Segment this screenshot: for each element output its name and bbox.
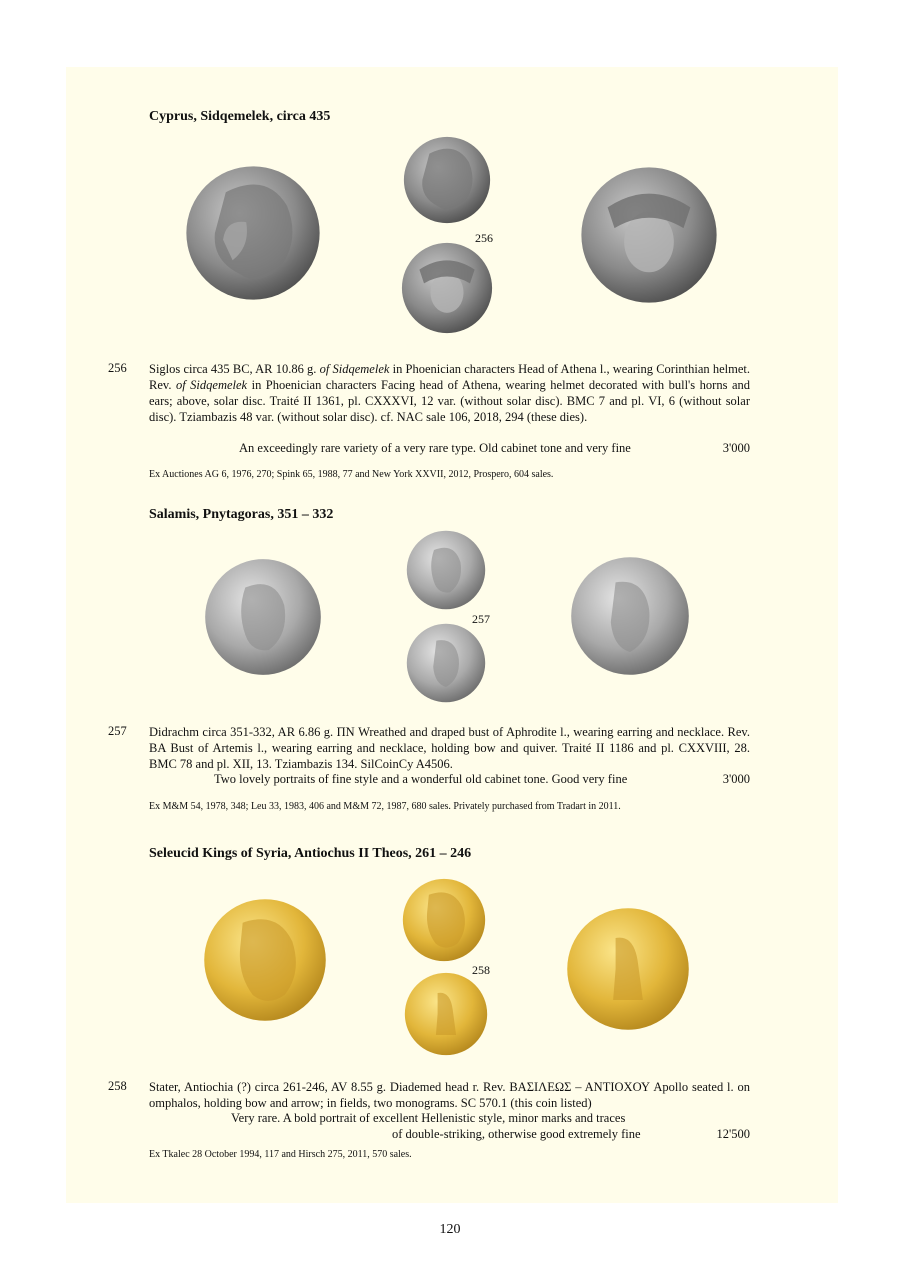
lot-provenance: Ex Tkalec 28 October 1994, 117 and Hirsch 275, 2011, 570 sales. bbox=[149, 1149, 412, 1160]
coin-reverse-small-image bbox=[406, 623, 486, 703]
lot-provenance: Ex Auctiones AG 6, 1976, 270; Spink 65, 1988, 77 and New York XXVII, 2012, Prospero, 604 sales. bbox=[149, 469, 554, 480]
lot-number: 257 bbox=[108, 724, 127, 738]
lot-provenance: Ex M&M 54, 1978, 348; Leu 33, 1983, 406 and M&M 72, 1987, 680 sales. Privately purchased from Tradart in 2011. bbox=[149, 801, 621, 812]
lot-description: Stater, Antiochia (?) circa 261-246, AV 8.55 g. Diademed head r. Rev. ΒΑΣΙΛΕΩΣ – ΑΝΤΙΟΧΟΥ Apollo seated l. on omphalos, holding bow and arrow; in fields, two monograms. SC 570.1 (this coin listed) bbox=[149, 1080, 750, 1110]
coin-reverse-small-image bbox=[400, 242, 494, 334]
lot-grade-line-2: of double-striking, otherwise good extremely fine bbox=[392, 1127, 641, 1141]
coin-obverse-large-image bbox=[183, 165, 323, 301]
page-number: 120 bbox=[439, 1222, 461, 1237]
lot-heading: Cyprus, Sidqemelek, circa 435 bbox=[149, 109, 331, 124]
coin-obverse-small-image bbox=[402, 878, 486, 962]
lot-description: Didrachm circa 351-332, AR 6.86 g. ΠΝ Wreathed and draped bust of Aphrodite l., wearing earring and necklace. Rev. BA Bust of Artemis l., wearing earring and necklace, holding bow and quiver. Traité II 1186 and pl. CXXVIII, 28. BMC 78 and pl. XII, 13. Tziambazis 134. SilCoinCy A4506. bbox=[149, 725, 750, 771]
lot-number: 256 bbox=[108, 361, 127, 375]
lot-price: 3'000 bbox=[722, 772, 750, 786]
lot-price: 12'500 bbox=[716, 1127, 750, 1141]
lot-grade: An exceedingly rare variety of a very rare type. Old cabinet tone and very fine bbox=[239, 441, 631, 455]
lot-heading: Seleucid Kings of Syria, Antiochus II Theos, 261 – 246 bbox=[149, 846, 472, 861]
coin-obverse-small-image bbox=[402, 136, 492, 224]
coin-obverse-large-image bbox=[203, 897, 327, 1023]
coin-obverse-small-image bbox=[406, 530, 486, 610]
lot-grade: Two lovely portraits of fine style and a wonderful old cabinet tone. Good very fine bbox=[214, 772, 628, 786]
coin-reverse-large-image bbox=[566, 903, 690, 1035]
lot-description: Siglos circa 435 BC, AR 10.86 g. of Sidqemelek in Phoenician characters Head of Athena l., wearing Corinthian helmet. Rev. of Sidqemelek in Phoenician characters Facing head of Athena, wearing helmet decorated with bull's horns and ears; above, solar disc. Traité II 1361, pl. CXXXVI, 12 var. (without solar disc). BMC 7 and pl. VI, 6 (without solar disc). Tziambazis 48 var. (without solar disc). cf. NAC sale 106, 2018, 294 (these dies). bbox=[149, 362, 750, 424]
image-lot-label: 256 bbox=[475, 231, 493, 245]
coin-reverse-small-image bbox=[404, 972, 488, 1056]
coin-reverse-large-image bbox=[570, 556, 690, 676]
lot-price: 3'000 bbox=[722, 441, 750, 455]
image-lot-label: 257 bbox=[472, 612, 490, 626]
coin-obverse-large-image bbox=[203, 558, 323, 676]
lot-heading: Salamis, Pnytagoras, 351 – 332 bbox=[149, 507, 334, 522]
lot-grade-line-1: Very rare. A bold portrait of excellent Hellenistic style, minor marks and traces bbox=[231, 1111, 626, 1125]
coin-reverse-large-image bbox=[580, 166, 718, 304]
lot-number: 258 bbox=[108, 1079, 127, 1093]
image-lot-label: 258 bbox=[472, 963, 490, 977]
